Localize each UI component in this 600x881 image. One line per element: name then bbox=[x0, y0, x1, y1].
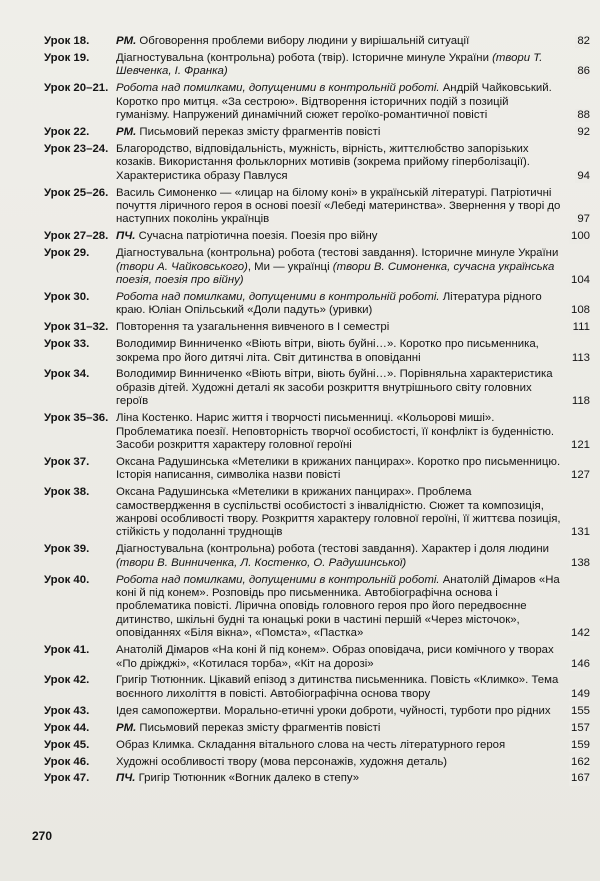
lesson-description bbox=[116, 722, 590, 735]
lesson-text: Григір Тютюнник «Вогник далеко в степу» bbox=[135, 772, 360, 785]
toc-entry bbox=[44, 291, 590, 318]
page-reference: 104 bbox=[570, 274, 590, 286]
toc-entry bbox=[44, 368, 590, 408]
lesson-description bbox=[116, 644, 590, 671]
lesson-number: Урок 34. bbox=[44, 368, 90, 381]
lesson-description bbox=[116, 187, 590, 227]
toc-entry bbox=[44, 412, 590, 452]
lesson-number: Урок 20–21. bbox=[44, 82, 109, 95]
lesson-number: Урок 33. bbox=[44, 338, 90, 351]
lesson-text: Ліна Костенко. Нарис життя і творчості письменниці. «Кольорові миші». Проблематика поезії. Неповторність творчої особистості, її конфлікт із буденністю. Засоби розкриття характеру головної героїні bbox=[116, 412, 555, 451]
page-reference: 162 bbox=[570, 755, 590, 768]
lesson-number: Урок 40. bbox=[44, 573, 90, 586]
lesson-number: Урок 42. bbox=[44, 674, 90, 687]
lesson-description bbox=[116, 247, 590, 287]
lesson-description bbox=[116, 772, 590, 785]
lesson-number: Урок 19. bbox=[44, 51, 90, 64]
page-reference: 92 bbox=[577, 125, 590, 138]
lesson-description bbox=[116, 230, 590, 243]
lesson-text: Образ Климка. Складання вітального слова на честь літературного героя bbox=[116, 738, 506, 751]
lesson-type-prefix: ПЧ. bbox=[116, 230, 136, 243]
page-reference: 88 bbox=[577, 109, 590, 122]
toc-entry bbox=[44, 321, 590, 334]
toc-entry bbox=[44, 705, 590, 718]
toc-entry bbox=[44, 486, 590, 540]
lesson-description bbox=[116, 52, 590, 79]
lesson-note: (твори В. Винниченка, Л. Костенко, О. Радушинської) bbox=[116, 556, 407, 569]
page-number: 270 bbox=[32, 829, 53, 843]
lesson-text: Василь Симоненко — «лицар на білому коні» в українській літературі. Патріотичні почуття ліричного героя в основі поезії «Лебеді материнства». Звернення у творі до наступних поколінь українців bbox=[116, 186, 561, 226]
lesson-description bbox=[116, 82, 590, 122]
lesson-italic-text: Робота над помилками, допущеними в контрольній роботі. bbox=[116, 82, 440, 95]
page-reference: 138 bbox=[570, 556, 590, 569]
toc-entry bbox=[44, 247, 590, 287]
lesson-text: Діагностувальна (контрольна) робота (твір). Історичне минуле України bbox=[116, 51, 493, 64]
table-of-contents bbox=[44, 35, 590, 789]
toc-entry bbox=[44, 644, 590, 671]
lesson-number: Урок 30. bbox=[44, 290, 90, 303]
lesson-description bbox=[116, 756, 590, 769]
toc-entry bbox=[44, 52, 590, 79]
lesson-italic-text: Робота над помилками, допущеними в контрольній роботі. bbox=[116, 573, 440, 586]
toc-entry bbox=[44, 230, 590, 243]
page-reference: 97 bbox=[577, 213, 590, 226]
toc-entry bbox=[44, 574, 590, 641]
lesson-type-prefix: РМ. bbox=[116, 35, 137, 47]
page-reference: 149 bbox=[570, 687, 590, 700]
page-reference: 142 bbox=[570, 627, 590, 640]
page-reference: 94 bbox=[577, 169, 590, 182]
lesson-text: Сучасна патріотична поезія. Поезія про війну bbox=[135, 230, 378, 243]
lesson-description bbox=[116, 705, 590, 718]
lesson-text: Оксана Радушинська «Метелики в крижаних панцирах». Коротко про письменницю. Історія написання, символіка назви повісті bbox=[116, 455, 561, 482]
lesson-type-prefix: РМ. bbox=[116, 125, 137, 138]
lesson-number: Урок 38. bbox=[44, 486, 90, 499]
lesson-description bbox=[116, 291, 590, 318]
lesson-description bbox=[116, 574, 590, 641]
page-reference: 121 bbox=[570, 438, 590, 451]
toc-entry bbox=[44, 338, 590, 365]
lesson-note: (твори Т. Шевченка, І. Франка) bbox=[116, 51, 543, 78]
lesson-text: Обговорення проблеми вибору людини у вирішальній ситуації bbox=[136, 35, 470, 47]
lesson-text: Повторення та узагальнення вивченого в І семестрі bbox=[116, 321, 390, 334]
lesson-number: Урок 44. bbox=[44, 721, 90, 734]
lesson-text: Діагностувальна (контрольна) робота (тестові завдання). Характер і доля людини bbox=[116, 543, 549, 556]
page-reference: 86 bbox=[577, 65, 590, 78]
page-reference: 131 bbox=[570, 526, 590, 539]
page-reference: 111 bbox=[572, 321, 590, 334]
page-reference: 159 bbox=[570, 738, 590, 751]
lesson-text: , Ми — українці bbox=[247, 260, 333, 273]
lesson-type-prefix: РМ. bbox=[116, 721, 137, 734]
lesson-text: Володимир Винниченко «Віють вітри, віють буйні…». Коротко про письменника, зокрема про його дитячі літа. Світ дитинства в оповіданні bbox=[116, 338, 539, 364]
lesson-number: Урок 41. bbox=[44, 644, 90, 657]
page-reference: 146 bbox=[570, 657, 590, 670]
lesson-description bbox=[116, 456, 590, 483]
lesson-text: Анатолій Дімаров «На коні й під конем». Образ оповідача, риси комічного у творах «По дріжджі», «Котилася торба», «Кіт на дорозі» bbox=[116, 644, 554, 670]
lesson-number: Урок 45. bbox=[44, 738, 90, 751]
lesson-text: Андрій Чайковський. Коротко про митця. «За сестрою». Відтворення історичних подій з позицій гуманізму. Напружений динамічний сюжет героїко-романтичної повісті bbox=[116, 82, 552, 122]
lesson-number: Урок 29. bbox=[44, 247, 90, 260]
page-reference: 127 bbox=[570, 469, 590, 482]
page-reference: 118 bbox=[571, 395, 590, 408]
toc-entry bbox=[44, 143, 590, 183]
lesson-text: Ідея самопожертви. Морально-етичні уроки доброти, чуйності, турботи про рідних bbox=[116, 704, 551, 717]
toc-entry bbox=[44, 772, 590, 785]
lesson-number: Урок 39. bbox=[44, 543, 90, 556]
lesson-description bbox=[116, 126, 590, 139]
lesson-text: Благородство, відповідальність, мужність, вірність, життєлюбство запорізьких козаків. Використання фольклорних мотивів (зокрема прийому гіперболізації). Характеристика образу Павлуся bbox=[116, 142, 530, 182]
lesson-description bbox=[116, 338, 590, 365]
toc-entry bbox=[44, 756, 590, 769]
lesson-description bbox=[116, 739, 590, 752]
toc-entry bbox=[44, 35, 590, 48]
lesson-text: Художні особливості твору (мова персонажів, художня деталь) bbox=[116, 755, 448, 768]
page-reference: 167 bbox=[570, 772, 590, 785]
page-reference: 113 bbox=[571, 351, 590, 364]
lesson-number: Урок 46. bbox=[44, 755, 90, 768]
page-reference: 82 bbox=[577, 35, 590, 47]
lesson-description bbox=[116, 143, 590, 183]
page-reference: 155 bbox=[570, 704, 590, 717]
lesson-text: Анатолій Дімаров «На коні й під конем». Розповідь про письменника. Автобіографічна основа і проблематика повісті. Лірична оповідь головного героя про його передвоєнне дитинство, шкільні будні та юнацькі роки в частині першій «Через місточок», оповіданнях «Біля вікна», «Помста», «Пастка» bbox=[116, 573, 560, 640]
lesson-text: Володимир Винниченко «Віють вітри, віють буйні…». Порівняльна характеристика образів дітей. Художні деталі як засоби розкриття внутрішнього світу головних героїв bbox=[116, 368, 553, 408]
lesson-number: Урок 23–24. bbox=[44, 142, 109, 155]
lesson-note: (твори А. Чайковського) bbox=[116, 260, 248, 273]
lesson-note: (твори В. Симоненка, сучасна українська поезія, поезія про війну) bbox=[116, 260, 555, 286]
toc-entry bbox=[44, 543, 590, 570]
lesson-number: Урок 27–28. bbox=[44, 230, 109, 243]
lesson-description bbox=[116, 35, 590, 48]
lesson-text: Письмовий переказ змісту фрагментів повісті bbox=[136, 125, 381, 138]
toc-entry bbox=[44, 82, 590, 122]
toc-entry bbox=[44, 126, 590, 139]
lesson-description bbox=[116, 412, 590, 452]
lesson-italic-text: Робота над помилками, допущеними в контрольній роботі. bbox=[116, 290, 440, 303]
lesson-text: Діагностувальна (контрольна) робота (тестові завдання). Історичне минуле України bbox=[116, 247, 559, 260]
lesson-text: Оксана Радушинська «Метелики в крижаних панцирах». Проблема самоствердження в суспільстві особистості з інвалідністю. Сюжет та композиція, жанрові особливості твору. Розкриття характеру головної героїні, її життєва позиція, стійкість у подоланні труднощів bbox=[116, 486, 561, 539]
page-reference: 108 bbox=[570, 304, 590, 317]
lesson-number: Урок 43. bbox=[44, 704, 90, 717]
page-reference: 100 bbox=[570, 230, 590, 243]
toc-entry bbox=[44, 674, 590, 701]
lesson-description bbox=[116, 674, 590, 701]
lesson-description bbox=[116, 543, 590, 570]
toc-entry bbox=[44, 739, 590, 752]
lesson-number: Урок 47. bbox=[44, 772, 90, 785]
toc-entry bbox=[44, 456, 590, 483]
lesson-number: Урок 37. bbox=[44, 455, 90, 468]
lesson-number: Урок 18. bbox=[44, 35, 90, 47]
lesson-description bbox=[116, 486, 590, 540]
lesson-number: Урок 31–32. bbox=[44, 321, 109, 334]
toc-entry bbox=[44, 722, 590, 735]
lesson-description bbox=[116, 321, 590, 334]
page-reference: 157 bbox=[570, 721, 590, 734]
lesson-number: Урок 25–26. bbox=[44, 186, 109, 199]
lesson-number: Урок 22. bbox=[44, 125, 90, 138]
toc-entry bbox=[44, 187, 590, 227]
lesson-type-prefix: ПЧ. bbox=[116, 772, 136, 785]
lesson-text: Література рідного краю. Юліан Опільський «Доли падуть» (уривки) bbox=[116, 290, 542, 317]
lesson-text: Письмовий переказ змісту фрагментів повісті bbox=[136, 721, 381, 734]
lesson-text: Григір Тютюнник. Цікавий епізод з дитинства письменника. Повість «Климко». Тема воєнного лихоліття в повісті. Автобіографічна основа твору bbox=[116, 674, 559, 700]
lesson-description bbox=[116, 368, 590, 408]
lesson-number: Урок 35–36. bbox=[44, 412, 109, 425]
